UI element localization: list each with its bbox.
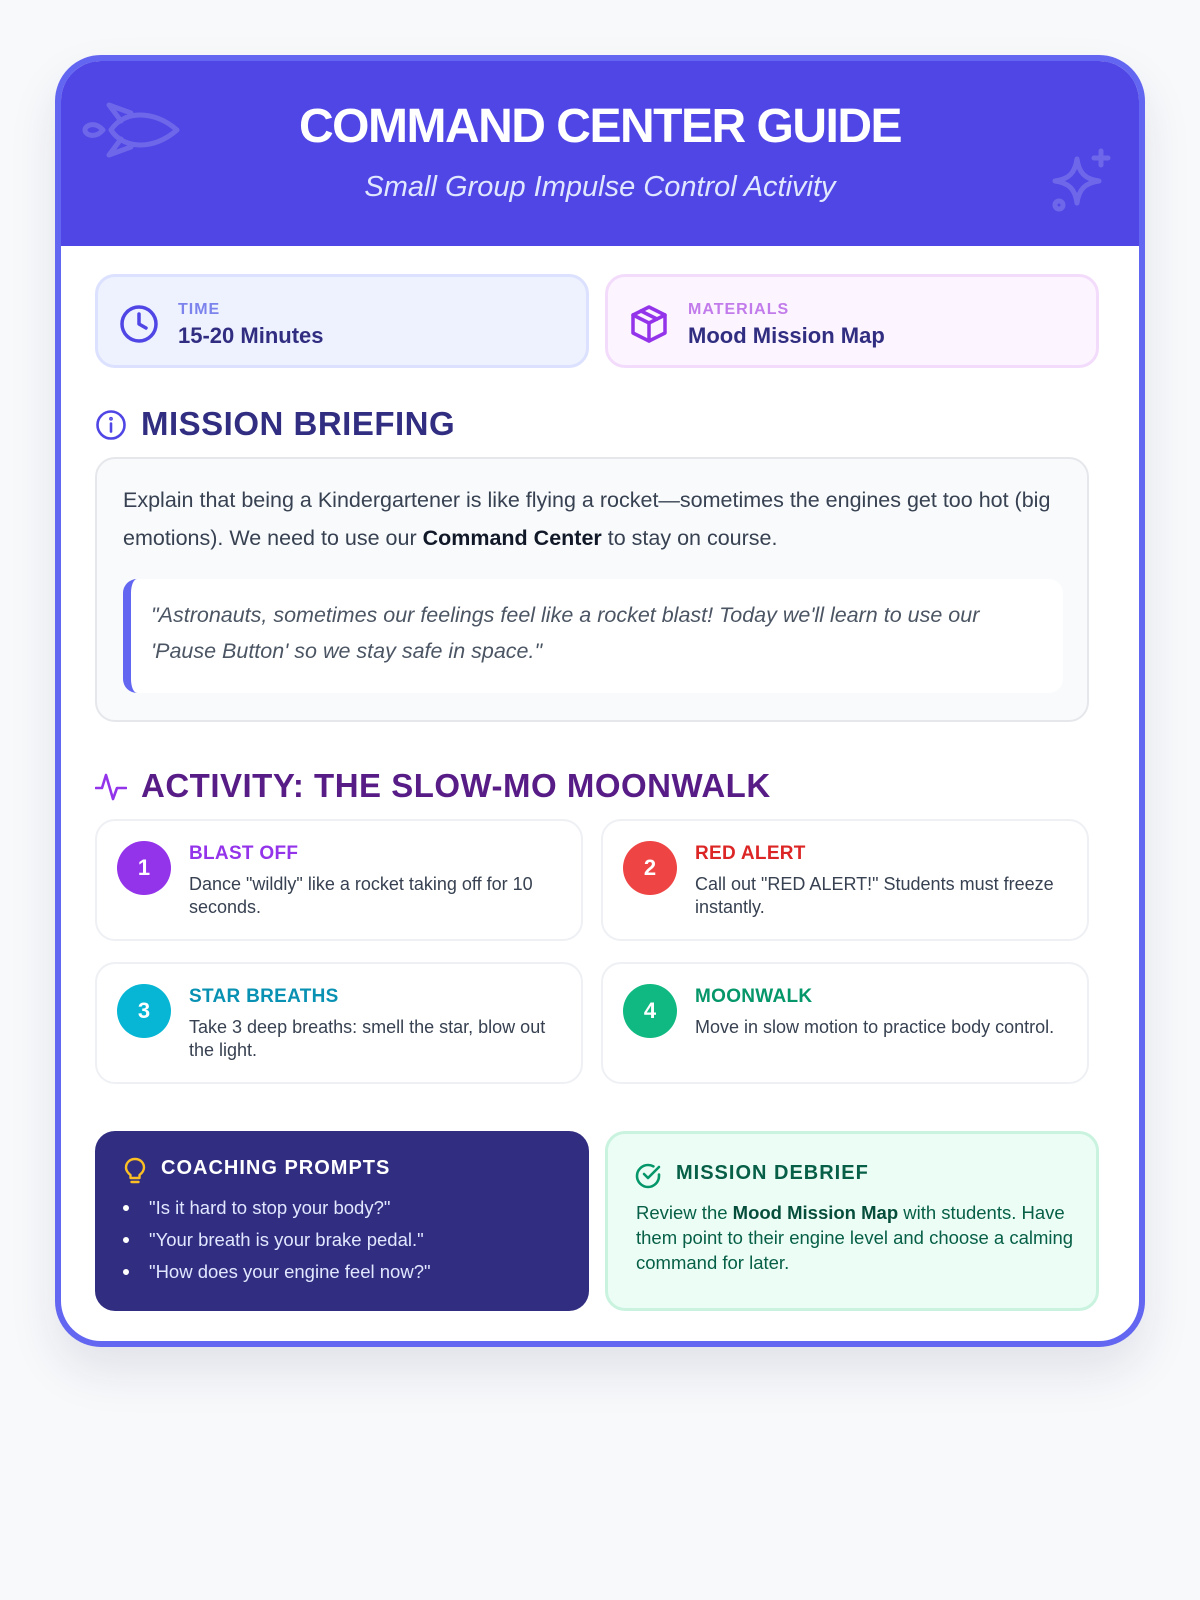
debrief-text-end: with students. Have them point to their engine level and choose a calming command for later. xyxy=(636,1202,1074,1273)
step-text: Call out "RED ALERT!" Students must freeze instantly. xyxy=(695,874,1054,917)
prompt-text: "Your breath is your brake pedal." xyxy=(149,1229,424,1250)
list-item xyxy=(121,1193,431,1225)
list-item xyxy=(121,1257,431,1289)
debrief-title: MISSION DEBRIEF xyxy=(676,1162,869,1184)
coaching-prompts-panel xyxy=(95,1131,589,1311)
bullet xyxy=(123,1237,129,1243)
step-title: MOONWALK xyxy=(695,986,813,1007)
prompt-text: "How does your engine feel now?" xyxy=(149,1261,431,1282)
page-subtitle: Small Group Impulse Control Activity xyxy=(364,171,836,203)
lightbulb-icon xyxy=(123,1157,147,1185)
step-text: Take 3 deep breaths: smell the star, blow out the light. xyxy=(189,1017,546,1060)
briefing-text xyxy=(123,481,1063,557)
briefing-text-start: Explain that being a Kindergartener is like flying a rocket—sometimes the engines get too hot (big emotions). We need to use our xyxy=(123,488,1051,550)
coaching-list xyxy=(121,1193,431,1289)
check-circle-icon xyxy=(634,1162,662,1190)
step-text: Dance "wildly" like a rocket taking off for 10 seconds. xyxy=(189,874,533,917)
list-item xyxy=(121,1225,431,1257)
clock-icon xyxy=(118,303,160,345)
sparkles-icon xyxy=(1049,147,1113,213)
step-card xyxy=(95,962,583,1084)
header-banner xyxy=(61,61,1139,246)
bullet xyxy=(123,1269,129,1275)
mission-debrief-panel xyxy=(605,1131,1099,1311)
activity-heading-text: ACTIVITY: THE SLOW-MO MOONWALK xyxy=(141,767,771,804)
guide-card xyxy=(55,55,1145,1347)
step-title: RED ALERT xyxy=(695,843,806,864)
quote-text: "Astronauts, sometimes our feelings feel like a rocket blast! Today we'll learn to use our 'Pause Button' so we stay safe in space." xyxy=(151,603,980,663)
briefing-quote xyxy=(123,579,1063,693)
step-card xyxy=(601,819,1089,941)
bullet xyxy=(123,1205,129,1211)
step-number-badge: 4 xyxy=(623,984,677,1038)
briefing-heading-text: MISSION BRIEFING xyxy=(141,405,456,442)
briefing-text-end: to stay on course. xyxy=(601,526,778,550)
step-number-badge: 1 xyxy=(117,841,171,895)
step-card xyxy=(95,819,583,941)
step-number-badge: 2 xyxy=(623,841,677,895)
debrief-text xyxy=(636,1200,1076,1275)
step-card xyxy=(601,962,1089,1084)
time-value: 15-20 Minutes xyxy=(178,323,324,348)
briefing-text-bold: Command Center xyxy=(422,526,602,550)
info-icon xyxy=(95,409,127,441)
step-number-badge: 3 xyxy=(117,984,171,1038)
step-title: BLAST OFF xyxy=(189,843,299,864)
debrief-text-start: Review the xyxy=(636,1202,733,1223)
briefing-box xyxy=(95,457,1089,722)
materials-value: Mood Mission Map xyxy=(688,323,885,348)
time-card xyxy=(95,274,589,368)
debrief-text-bold: Mood Mission Map xyxy=(732,1202,899,1223)
page-title: COMMAND CENTER GUIDE xyxy=(299,100,901,153)
coaching-title: COACHING PROMPTS xyxy=(161,1157,391,1179)
activity-icon xyxy=(95,771,127,803)
step-title: STAR BREATHS xyxy=(189,986,339,1007)
materials-card xyxy=(605,274,1099,368)
materials-label: MATERIALS xyxy=(688,301,790,318)
box-icon xyxy=(628,303,670,345)
step-text: Move in slow motion to practice body control. xyxy=(695,1017,1055,1037)
time-label: TIME xyxy=(178,301,221,318)
prompt-text: "Is it hard to stop your body?" xyxy=(149,1197,391,1218)
